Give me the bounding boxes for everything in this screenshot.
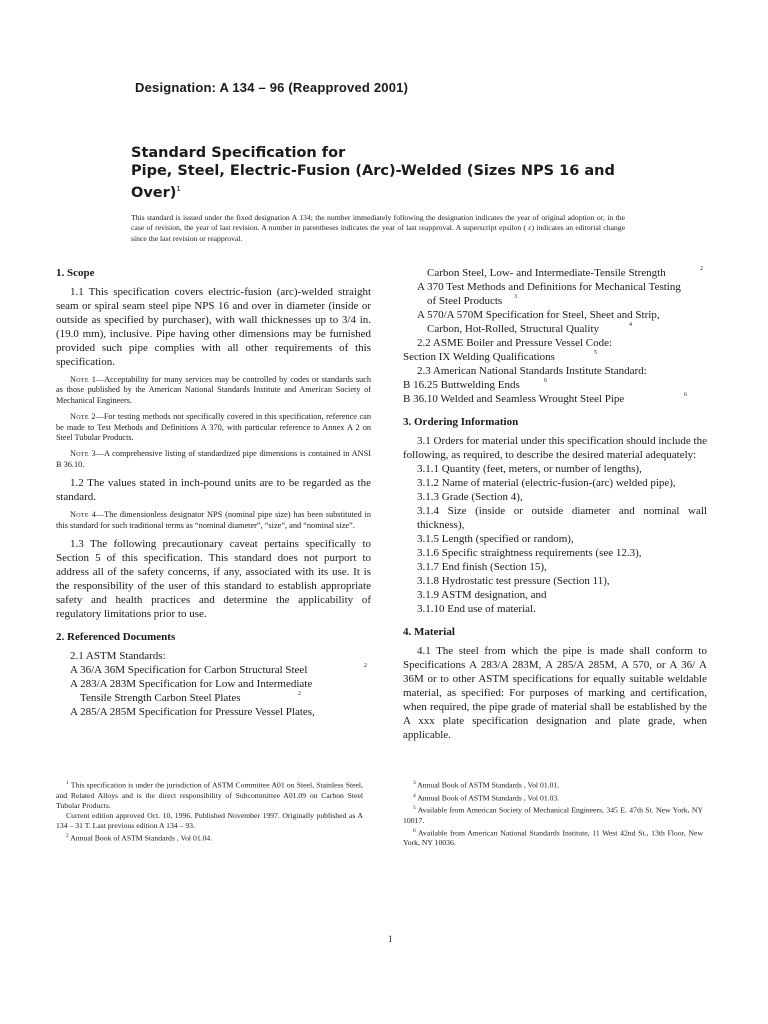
footnote-1-mark: 1 (66, 780, 69, 786)
reference-b16-25-text: B 16.25 Buttwelding Ends (403, 379, 520, 391)
reference-b16-25-footnote: 6 (544, 378, 547, 384)
footnote-5 (403, 803, 703, 826)
note-3 (56, 449, 371, 470)
document-title (131, 144, 671, 202)
list-item: 3.1.8 Hydrostatic test pressure (Section 11), (417, 575, 610, 587)
footnote-4-text: Annual Book of ASTM Standards , Vol 01.03. (417, 793, 560, 803)
footnote-5-text: Available from American Society of Mechanical Engineers, 345 E. 47th St. New York, NY 10017. (403, 805, 703, 825)
reference-b36-10 (403, 392, 707, 406)
reference-a370-footnote: 3 (514, 294, 517, 300)
reference-a36-footnote: 2 (364, 663, 367, 670)
list-item: 3.1.2 Name of material (electric-fusion-(arc) welded pipe), (417, 477, 676, 489)
list-item: 3.1.5 Length (specified or random), (417, 533, 574, 545)
reference-a285: A 285/A 285M Specification for Pressure Vessel Plates, (70, 706, 315, 719)
reference-b16-25 (403, 378, 707, 392)
reference-asme-section-ix-text: Section IX Welding Qualifications (403, 351, 555, 363)
designation: Designation: A 134 – 96 (Reapproved 2001) (135, 80, 409, 95)
right-column (403, 266, 707, 742)
footnote-2 (56, 831, 363, 844)
reference-a283-continued (80, 691, 371, 705)
paragraph-4-1: 4.1 The steel from which the pipe is made shall conform to Specifications A 283/A 283M, A 285/A 285M, A 570, or A 36/ A 36M or to other ASTM specifications for equally suitable weldable material, as specified: For purposes of marking and certification, when required, the pipe grade of material shall be established by the A xxx plate specification designation and plate grade, when applicable. (403, 645, 707, 741)
page-number: 1 (388, 934, 393, 944)
title-line-3-text: Over) (131, 184, 177, 201)
footnote-4-mark: 4 (413, 792, 416, 799)
reference-a285-continued-text: Carbon Steel, Low- and Intermediate-Tensile Strength (427, 267, 666, 279)
reference-a570: A 570/A 570M Specification for Steel, Sheet and Strip, (417, 309, 660, 321)
reference-a283-footnote: 2 (298, 691, 301, 698)
footnote-1 (56, 778, 363, 811)
footnote-2-text: Annual Book of ASTM Standards , Vol 01.04. (70, 833, 213, 843)
paragraph-1-2: 1.2 The values stated in inch-pound units are to be regarded as the standard. (56, 477, 371, 504)
footnotes-left (56, 778, 363, 843)
paragraph-2-3: 2.3 American National Standards Institute Standard: (417, 365, 647, 377)
paragraph-2-1: 2.1 ASTM Standards: (70, 650, 166, 663)
footnote-3 (403, 778, 703, 791)
note-4-text: 4—The dimensionless designator NPS (nominal pipe size) has been substituted in this standard for such traditional terms as “nominal diameter”, “size”, and “nominal size”. (56, 510, 372, 530)
reference-a285-continued (427, 266, 707, 280)
reference-a285-footnote: 2 (700, 266, 703, 272)
reference-asme-section-ix (403, 350, 707, 364)
title-line-2: Pipe, Steel, Electric-Fusion (Arc)-Welded (Sizes NPS 16 and (131, 163, 615, 179)
footnote-3-text: Annual Book of ASTM Standards , Vol 01.01. (417, 780, 560, 790)
reference-asme-footnote: 5 (594, 350, 597, 356)
footnote-1-text: This specification is under the jurisdiction of ASTM Committee A01 on Steel, Stainless Steel, and Related Alloys and is the direct responsibility of Subcommittee A01.09 on Carbon Steel Tubular Products. (56, 780, 363, 810)
list-item: 3.1.7 End finish (Section 15), (417, 561, 547, 573)
note-1-text: 1—Acceptability for many services may be controlled by codes or standards such as those published by the American National Standards Institute and American Society of Mechanical Engineers. (56, 375, 372, 405)
note-3-label: Note (70, 449, 89, 459)
note-1 (56, 375, 371, 406)
section-heading-referenced-documents: 2. Referenced Documents (56, 631, 176, 644)
reference-a570-footnote: 4 (629, 322, 632, 328)
footnote-6-mark: 6 (413, 827, 416, 834)
reference-a283: A 283/A 283M Specification for Low and Intermediate (70, 678, 313, 691)
reference-a36 (70, 663, 371, 677)
list-item: 3.1.10 End use of material. (417, 603, 536, 615)
list-item: 3.1.1 Quantity (feet, meters, or number of lengths), (417, 463, 642, 475)
list-item: 3.1.3 Grade (Section 4), (417, 491, 523, 503)
reference-b36-10-text: B 36.10 Welded and Seamless Wrought Steel Pipe (403, 393, 625, 405)
footnote-6 (403, 826, 703, 849)
footnotes-right (403, 778, 703, 848)
reference-a370-continued-text: of Steel Products (427, 295, 503, 307)
note-3-text: 3—A comprehensive listing of standardized pipe dimensions is contained in ANSI B 36.10. (56, 449, 371, 469)
note-2 (56, 412, 371, 443)
reference-a36-text: A 36/A 36M Specification for Carbon Structural Steel (70, 664, 308, 677)
list-item: 3.1.9 ASTM designation, and (417, 589, 547, 601)
paragraph-1-1: 1.1 This specification covers electric-fusion (arc)-welded straight seam or spiral seam steel pipe NPS 16 and over in diameter (inside or outside as specified by purchaser), with wall thicknesses up to 3/4 in. (19.0 mm), inclusive. Pipe having other dimensions may be furnished provided such pipe complies with all other requirements of this specification. (56, 286, 371, 368)
paragraph-1-3: 1.3 The following precautionary caveat pertains specifically to Section 5 of this specification. This standard does not purport to address all of the safety concerns, if any, associated with its use. It is the responsibility of the user of this standard to establish appropriate safety and health practices and determine the applicability of regulatory limitations prior to use. (56, 538, 371, 621)
list-item: 3.1.6 Specific straightness requirements (see 12.3), (417, 547, 642, 559)
note-2-text: 2—For testing methods not specifically covered in this specification, reference can be made to Test Methods and Definitions A 370, with particular reference to Annex A 2 on Steel Tubular Products. (56, 412, 371, 443)
footnote-5-mark: 5 (413, 805, 416, 812)
paragraph-2-2: 2.2 ASME Boiler and Pressure Vessel Code: (417, 337, 613, 349)
note-4 (56, 510, 371, 531)
left-column (56, 266, 371, 719)
paragraph-3-1: 3.1 Orders for material under this specification should include the following, as required, to describe the desired material adequately: (403, 435, 707, 461)
title-line-1: Standard Specification for (131, 145, 346, 161)
footnote-4 (403, 791, 703, 804)
reference-a283-continued-text: Tensile Strength Carbon Steel Plates (80, 692, 241, 705)
footnote-2-mark: 2 (66, 832, 69, 839)
title-footnote-mark: 1 (176, 185, 181, 193)
title-line-3 (131, 180, 671, 202)
note-4-label: Note (70, 510, 89, 520)
issuance-statement: This standard is issued under the fixed designation A 134; the number immediately following the designation indicates the year of original adoption or, in the case of revision, the year of last revision. A number in parentheses indicates the year of last reapproval. A superscript epsilon ( ε) indicates an editorial change since the last revision or reapproval. (131, 213, 625, 243)
note-1-label: Note (70, 375, 89, 384)
reference-b36-10-footnote: 6 (684, 392, 687, 398)
section-heading-scope: 1. Scope (56, 267, 95, 279)
reference-a570-continued (427, 322, 707, 336)
reference-a570-continued-text: Carbon, Hot-Rolled, Structural Quality (427, 323, 599, 335)
list-item: 3.1.4 Size (inside or outside diameter and nominal wall thickness), (417, 505, 707, 531)
note-2-label: Note (70, 412, 89, 422)
footnote-3-mark: 3 (413, 780, 416, 786)
footnote-6-text: Available from American National Standards Institute, 11 West 42nd St., 13th Floor, New York, NY 10036. (403, 828, 703, 848)
footnote-1-edition: Current edition approved Oct. 10, 1996. Published November 1997. Originally published as A 134 – 31 T. Last previous edition A 134 – 93. (56, 810, 363, 830)
section-heading-material: 4. Material (403, 626, 455, 638)
reference-a370: A 370 Test Methods and Definitions for Mechanical Testing (417, 281, 681, 293)
section-heading-ordering-information: 3. Ordering Information (403, 416, 519, 428)
reference-a370-continued (427, 294, 707, 308)
